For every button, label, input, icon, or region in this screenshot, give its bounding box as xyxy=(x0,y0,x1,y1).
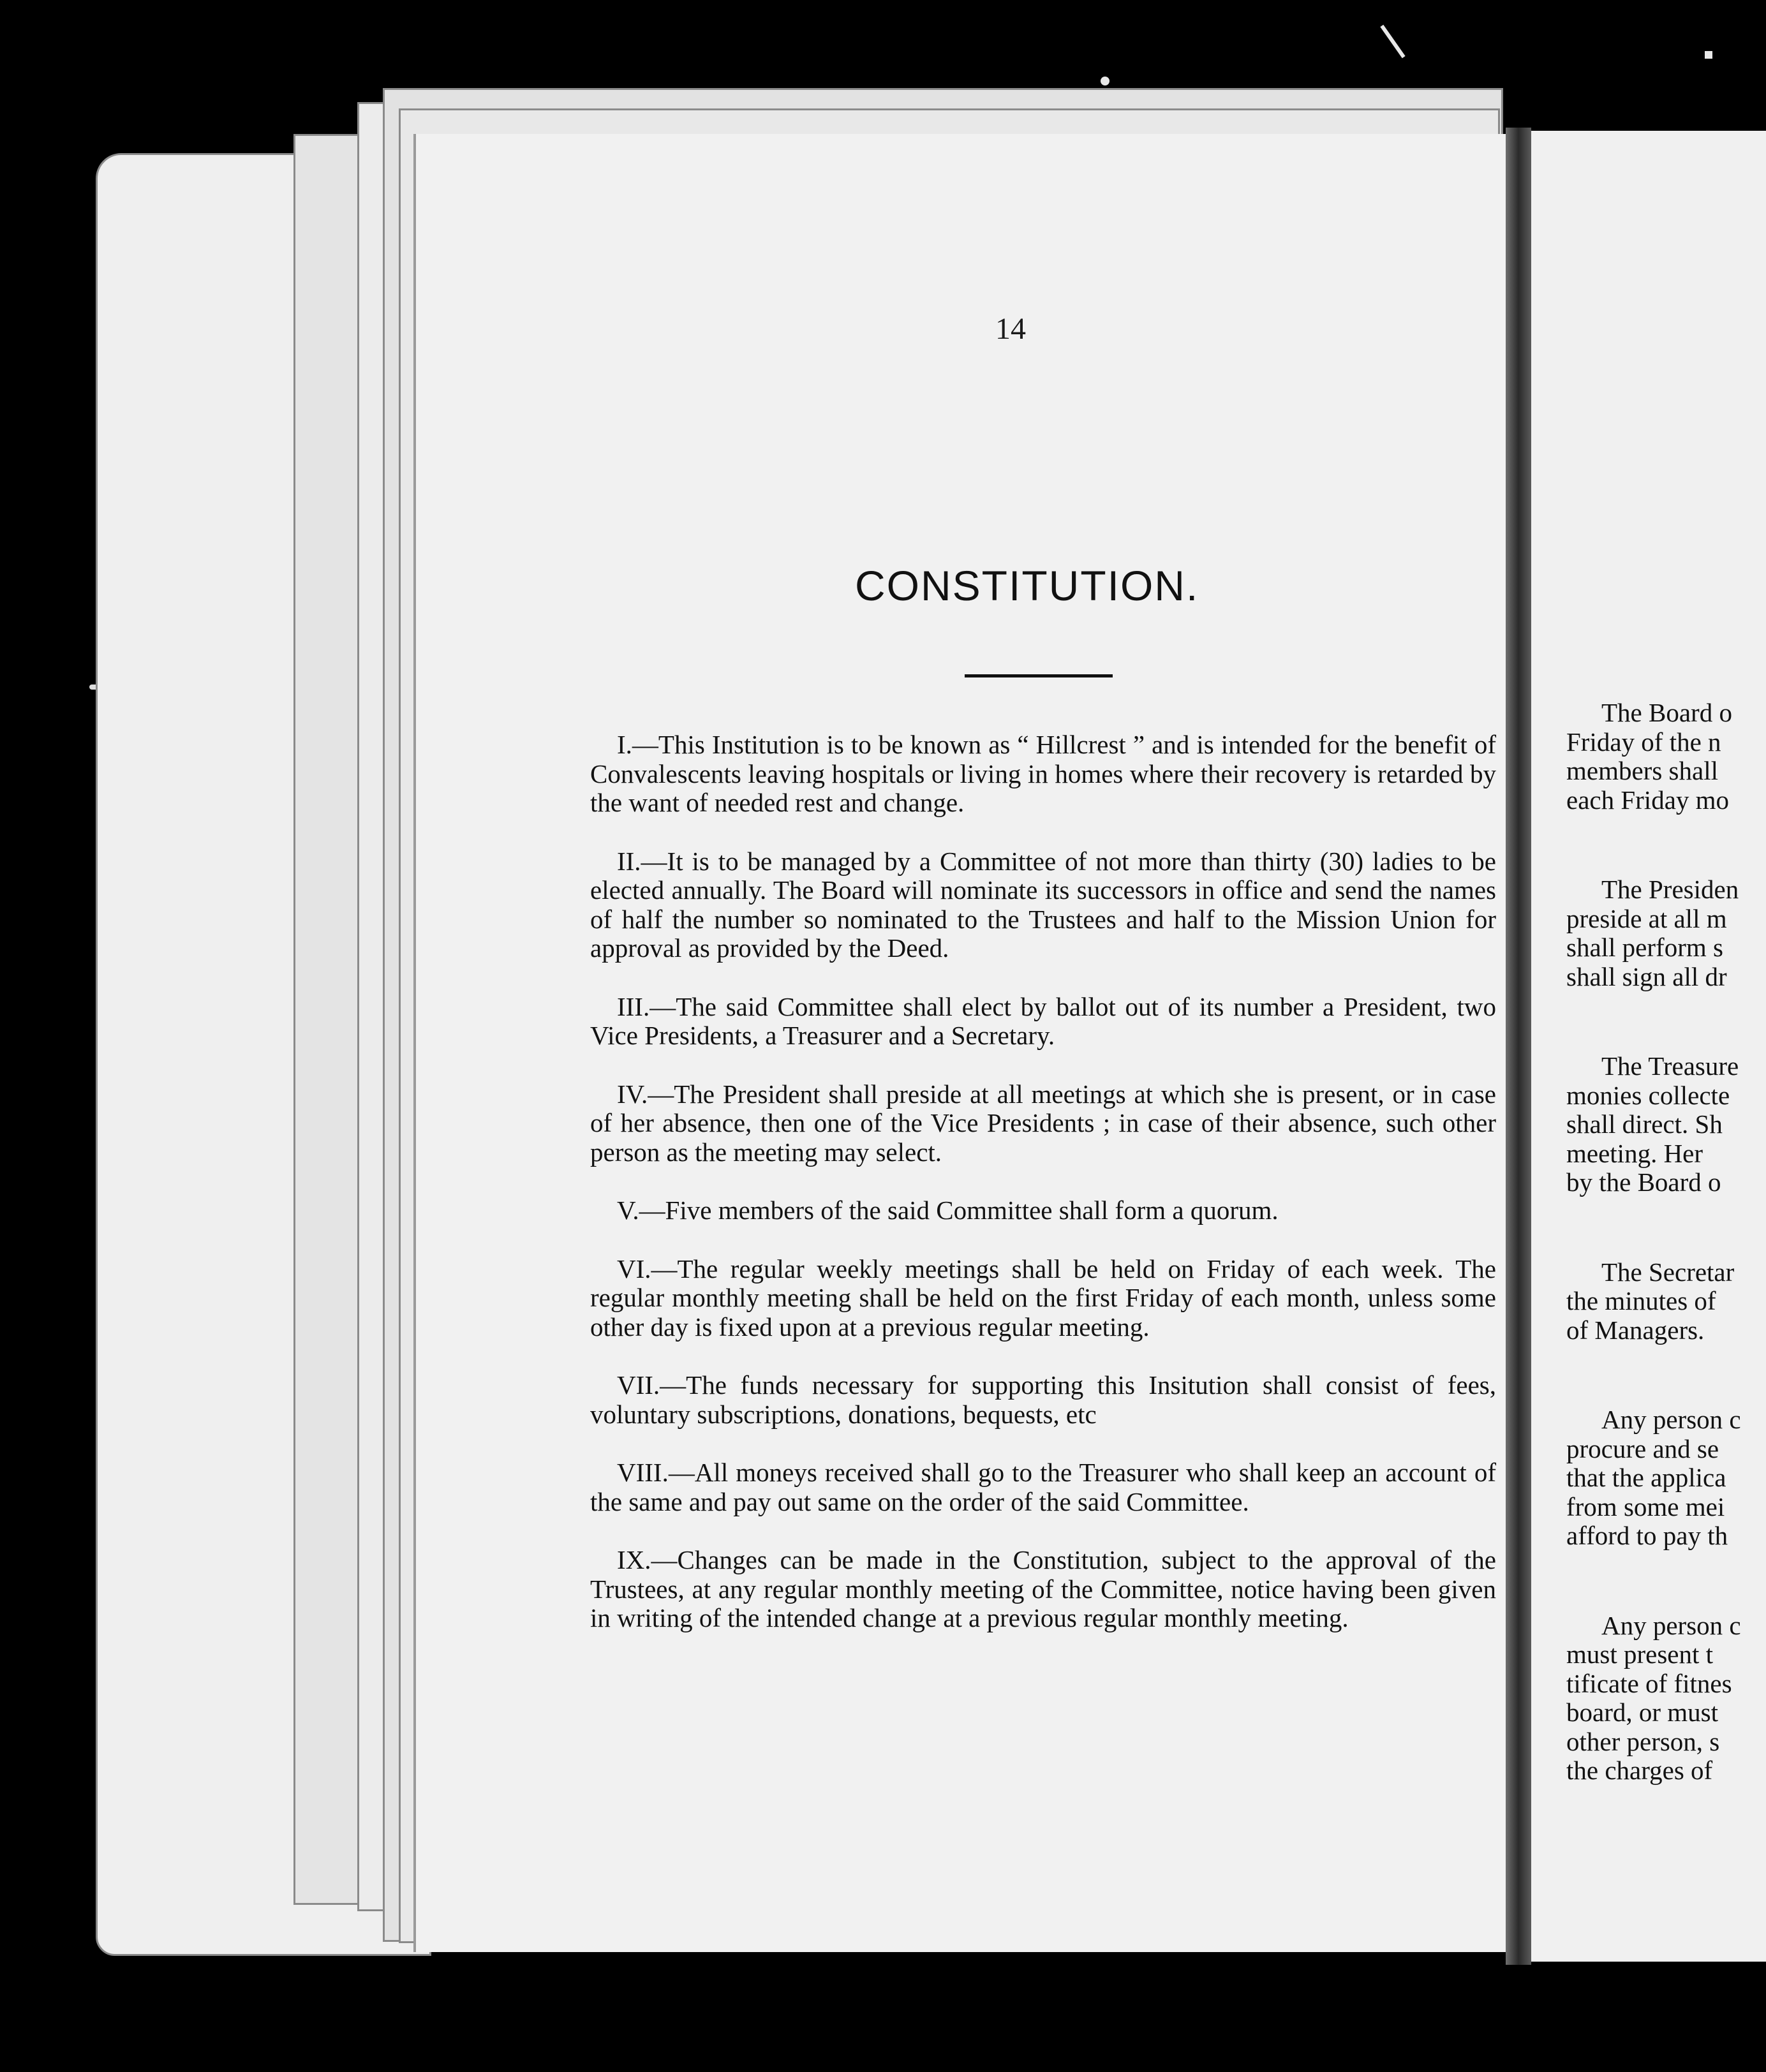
article-7: VII.—The funds necessary for supporting this Insitution shall consist of fees, voluntary subscriptions, donations, bequests, etc xyxy=(590,1370,1496,1429)
right-page-line: Any person c xyxy=(1601,1405,1741,1434)
article-5: V.—Five members of the said Committee shall form a quorum. xyxy=(617,1195,1279,1225)
right-page-line: procure and se xyxy=(1566,1433,1719,1463)
right-page-line: that the applica xyxy=(1566,1463,1726,1492)
right-page-line: The Board o xyxy=(1601,698,1732,727)
scan-artifact xyxy=(1705,51,1712,59)
right-page-paragraph-6 xyxy=(1566,1611,1766,1786)
right-page-line: the minutes of xyxy=(1566,1286,1716,1315)
right-page-line: the charges of xyxy=(1566,1756,1713,1785)
scan-artifact xyxy=(1380,25,1405,59)
book-gutter xyxy=(1506,128,1531,1965)
article-6: VI.—The regular weekly meetings shall be held on Friday of each week. The regular monthly meeting shall be held on the first Friday of each month, unless some other day is fixed upon at a previous regular meeting. xyxy=(590,1254,1496,1342)
right-page-line: The Secretar xyxy=(1601,1257,1735,1287)
right-page-paragraph-4 xyxy=(1566,1258,1766,1345)
right-page-line: shall direct. Sh xyxy=(1566,1109,1723,1139)
page-title: CONSTITUTION. xyxy=(855,562,1199,609)
right-page-line: other person, s xyxy=(1566,1726,1720,1756)
right-page-line: meeting. Her xyxy=(1566,1138,1703,1168)
right-page-paragraph-3 xyxy=(1566,1052,1766,1197)
right-page-line: by the Board o xyxy=(1566,1167,1721,1197)
right-page-line: Friday of the n xyxy=(1566,727,1721,757)
title-rule xyxy=(965,674,1113,677)
right-page-paragraph-1 xyxy=(1566,699,1766,815)
right-page-line: tificate of fitnes xyxy=(1566,1668,1732,1698)
right-page-paragraph-2 xyxy=(1566,875,1766,991)
right-page-line: Any person c xyxy=(1601,1610,1741,1640)
right-page-line: of Managers. xyxy=(1566,1315,1705,1345)
right-page-line: each Friday mo xyxy=(1566,785,1730,815)
article-1: I.—This Institution is to be known as “ Hillcrest ” and is intended for the benefit of Convalescents leaving hospitals or living in homes where their recovery is retarded by the want of needed rest and change. xyxy=(590,730,1496,817)
article-9: IX.—Changes can be made in the Constitution, subject to the approval of the Trustees, at any regular monthly meeting of the Committee, notice having been given in writing of the intended change at a previous regular monthly meeting. xyxy=(590,1545,1496,1632)
scan-artifact xyxy=(1101,77,1109,85)
right-page-line: monies collecte xyxy=(1566,1080,1730,1110)
constitution-articles xyxy=(590,730,1496,1662)
right-page-line: must present t xyxy=(1566,1639,1714,1669)
right-page-line: shall sign all dr xyxy=(1566,961,1727,991)
article-8: VIII.—All moneys received shall go to the Treasurer who shall keep an account of the same and pay out same on the order of the said Committee. xyxy=(590,1458,1496,1516)
right-page-line: from some mei xyxy=(1566,1491,1725,1521)
right-page-line: shall perform s xyxy=(1566,933,1723,962)
right-page-line: The Presiden xyxy=(1601,875,1739,904)
right-page-line: afford to pay th xyxy=(1566,1521,1728,1550)
right-page-line: board, or must xyxy=(1566,1698,1718,1727)
right-page-paragraph-5 xyxy=(1566,1405,1766,1551)
right-page-line: The Treasure xyxy=(1601,1051,1739,1081)
page-number: 14 xyxy=(995,312,1026,346)
article-3: III.—The said Committee shall elect by ballot out of its number a President, two Vice Presidents, a Treasurer and a Secretary. xyxy=(590,991,1496,1050)
right-page-line: preside at all m xyxy=(1566,903,1727,933)
right-page-line: members shall xyxy=(1566,756,1718,785)
article-2: II.—It is to be managed by a Committee of not more than thirty (30) ladies to be elected annually. The Board will nominate its successors in office and send the names of half the number so nominated to the Trustees and half to the Mission Union for approval as provided by the Deed. xyxy=(590,846,1496,963)
right-page-text xyxy=(1566,699,1766,1786)
article-4: IV.—The President shall preside at all meetings at which she is present, or in case of her absence, then one of the Vice Presidents ; in case of their absence, such other person as the meeting may select. xyxy=(590,1079,1496,1167)
